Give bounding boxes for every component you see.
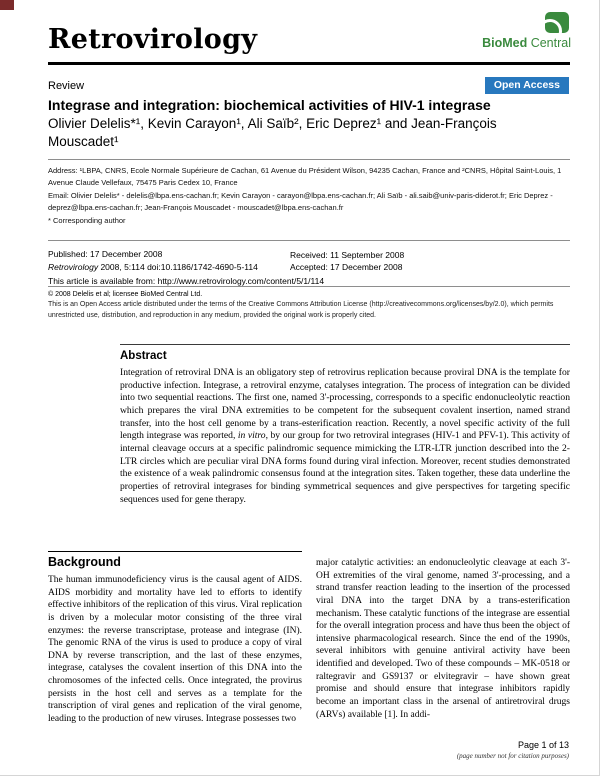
author-emails: Email: Olivier Delelis* - delelis@lbpa.ens-cachan.fr; Kevin Carayon - carayon@lbpa.ens-cachan.fr; Ali Saïb - ali.saib@univ-paris-diderot.fr; Eric Deprez - deprez@lbpa.ens-cachan.fr; Jean-François Mouscadet - mouscadet@lbpa.ens-cachan.fr	[48, 191, 553, 212]
page-footer	[457, 740, 569, 760]
header-rule	[48, 62, 570, 65]
biomed-central-logo-icon	[545, 12, 569, 33]
article-title: Integrase and integration: biochemical activities of HIV-1 integrase	[48, 97, 491, 113]
published-date: Published: 17 December 2008	[48, 249, 163, 259]
biomed-central-logo	[482, 12, 571, 50]
license-text: This is an Open Access article distributed under the terms of the Creative Commons Attribution License (http://creativecommons.org/licenses/by/2.0), which permits unrestricted use, distribution, and reproduction in any medium, provided the original work is properly cited.	[48, 301, 554, 319]
citation-note: (page number not for citation purposes)	[456, 752, 569, 760]
journal-title: Retrovirology	[48, 24, 258, 55]
open-access-badge[interactable]: Open Access	[485, 77, 569, 94]
viewer-corner-tab	[0, 0, 14, 10]
citation	[48, 262, 258, 272]
logo-text-biomed: BioMed	[482, 36, 528, 50]
availability-label: This article is available from:	[48, 276, 158, 286]
abstract-section	[120, 344, 570, 506]
abstract-text	[120, 367, 570, 506]
received-date: Received: 11 September 2008	[290, 250, 405, 260]
review-dates	[290, 249, 404, 274]
divider	[48, 159, 570, 160]
background-text-right: major catalytic activities: an endonucleolytic cleavage at each 3'-OH extremities of the viral genome, named 3'-processing, and a strand transfer reaction leading to the insertion of the processed viral DNA into the target DNA by a trans-esterification mechanism. These catalytic functions of the integrase are essential for the overall integration process and have thus been the object of intensive pharmacological research. Since the end of the 1990s, several inhibitors with genuine antiviral activity have been identified and developed. Two of these compounds – MK-0518 or raltegravir and GS9137 or elvitegravir – have shown great promise and should ensure that integrase inhibitors rapidly become an important class in the arsenal of antiretroviral drugs (ARVs) available [1]. In addi-	[316, 558, 570, 720]
divider	[48, 286, 570, 287]
background-section	[48, 551, 570, 726]
corresponding-author-note: * Corresponding author	[48, 216, 126, 225]
abstract-heading: Abstract	[120, 350, 167, 362]
background-text-left: The human immunodeficiency virus is the causal agent of AIDS. AIDS morbidity and mortality have led to efforts to identify effective inhibitors of the replication of this virus. Viral replication is driven by a molecular motor consisting of the three viral enzymes: the reverse transcriptase, protease and integrase (IN). The genomic RNA of the virus is used to produce a copy of viral DNA by reverse transcription, and the last of these enzymes, integrase, catalyses the covalent insertion of this DNA into the chromosomes of the infected cells. Once integrated, the provirus persists in the host cell and serves as a template for the transcription of viral genes and replication of the viral genome, leading to the production of new viruses. Integrase possesses two	[48, 575, 302, 724]
availability	[48, 276, 324, 286]
biomed-central-wordmark	[482, 36, 571, 50]
author-list: Olivier Delelis*¹, Kevin Carayon¹, Ali Saïb², Eric Deprez¹ and Jean-François Mouscadet¹	[48, 116, 497, 149]
copyright-notice: © 2008 Delelis et al; licensee BioMed Central Ltd.	[48, 291, 203, 298]
article-url-link[interactable]: http://www.retrovirology.com/content/5/1/114	[157, 276, 325, 286]
accepted-date: Accepted: 17 December 2008	[290, 262, 403, 273]
section-rule	[48, 551, 302, 552]
text-column-left	[48, 551, 302, 726]
article-type-label: Review	[48, 80, 85, 92]
affiliations: Address: ¹LBPA, CNRS, Ecole Normale Supérieure de Cachan, 61 Avenue du Président Wilson, 94235 Cachan, France and ²CNRS, Hôpital Saint-Louis, 1 Avenue Claude Vellefaux, 75475 Paris Cedex 10, France	[48, 166, 562, 187]
abstract-text-part2: , by our group for two retroviral integrases (HIV-1 and PFV-1). This activity of internal cleavage occurs at a specific palindromic sequence mimicking the LTR-LTR junction described into the 2-LTR circles which are peculiar viral DNA forms found during viral infection. Moreover, recent studies demonstrated the existence of a weak palindromic consensus found at the integration sites. Taken together, these data underline the properties of retroviral integrases for binding symmetrical sequences and give perspectives for targeting specific sequences used for gene therapy.	[120, 430, 571, 505]
citation-rest: 2008, 5:114 doi:10.1186/1742-4690-5-114	[98, 262, 258, 272]
in-vitro-italic: in vitro	[237, 430, 266, 442]
divider	[48, 240, 570, 241]
text-column-right	[316, 551, 570, 726]
citation-journal: Retrovirology	[48, 262, 99, 272]
logo-text-central: Central	[527, 36, 571, 50]
abstract-text-part1: Integration of retroviral DNA is an obligatory step of retrovirus replication because proviral DNA is the template for productive infection. Integrase, a retroviral enzyme, catalyses integration. The process of integration can be divided into two sequential reactions. The first one, named 3'-processing, corresponds to a specific endonucleolytic reaction which prepares the viral DNA extremities to be competent for the subsequent covalent insertion, named strand transfer, into the host cell genome by a trans-esterification reaction. Recently, a novel specific activity of the full length integrase was reported,	[120, 367, 570, 442]
background-heading: Background	[48, 555, 121, 569]
page-number: Page 1 of 13	[517, 740, 569, 750]
